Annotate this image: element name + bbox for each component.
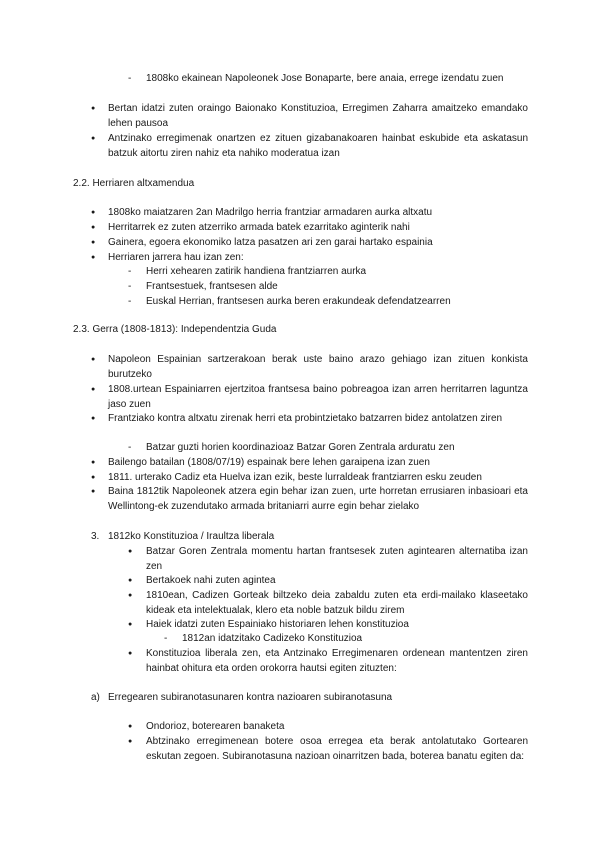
list-item: Bailengo batailan (1808/07/19) espainak bere lehen garaipena izan zuen: [108, 457, 430, 468]
list-item: Abtzinako erregimenean botere osoa erregea eta berak antolatutako Gortearen eskutan zegoen. Subiranotasuna nazioan oinarritzen bada, boterea banatu egiten da:: [146, 736, 528, 762]
list-item: Herriaren jarrera hau izan zen:: [108, 252, 244, 263]
list-item-eskubideak: Antzinako erregimenak onartzen ez zituen gizabanakoaren hainbat eskubide eta askatasun batzuk aitortu ziren nahiz eta nahiko moderatua izan: [108, 133, 528, 159]
sub-list-item: Batzar guzti horien koordinazioaz Batzar Goren Zentrala arduratu zen: [146, 442, 455, 453]
list-item: Napoleon Espainian sartzerakoan berak uste baino arazo gehiago izan zituen konkista burutzeko: [108, 354, 528, 380]
section-heading-2-3: 2.3. Gerra (1808-1813): Independentzia Guda: [73, 324, 277, 335]
dash-marker: -: [164, 633, 168, 644]
bullet-icon: ●: [128, 577, 133, 584]
list-item: Batzar Goren Zentrala momentu hartan frantsesek zuten agintearen alternatiba izan zen: [146, 546, 528, 572]
list-item: Gainera, egoera ekonomiko latza pasatzen ari zen garai hartako espainia: [108, 237, 433, 248]
sub-list-item: Frantsestuek, frantsesen alde: [146, 281, 278, 292]
dash-marker: -: [128, 442, 132, 453]
section-heading-a: Erregearen subiranotasunaren kontra nazioaren subiranotasuna: [108, 692, 393, 703]
list-item: 1811. urterako Cadiz eta Huelva izan ezik, beste lurraldeak frantziarren esku zeuden: [108, 472, 482, 483]
bullet-icon: ●: [128, 592, 133, 599]
bullet-icon: ●: [128, 723, 133, 730]
section-heading-2-2: 2.2. Herriaren altxamendua: [73, 178, 195, 189]
list-item: Frantziako kontra altxatu zirenak herri eta probintzietako batzarren bidez antolatzen ziren: [108, 413, 503, 424]
list-item: Ondorioz, boterearen banaketa: [146, 721, 285, 732]
dash-marker: -: [128, 266, 132, 277]
bullet-icon: ●: [91, 386, 96, 393]
bullet-icon: ●: [128, 738, 133, 745]
section-number: 3.: [91, 531, 100, 542]
list-item: 1808.urtean Espainiarren ejertzitoa frantsesa baino pobreagoa izan arren herritarren laguntza jaso zuen: [108, 384, 528, 410]
bullet-icon: ●: [91, 209, 96, 216]
bullet-icon: ●: [91, 224, 96, 231]
list-item: Baina 1812tik Napoleonek atzera egin behar izan zuen, urte horretan errusiaren inbasioari eta Wellintong-ek zuzendutako armada britaniarri aurre egin behar zielako: [108, 486, 528, 512]
bullet-icon: ●: [128, 548, 133, 555]
bullet-icon: ●: [128, 621, 133, 628]
list-item: Bertakoek nahi zuten agintea: [146, 575, 276, 586]
sub-list-item: 1812an idatzitako Cadizeko Konstituzioa: [182, 633, 363, 644]
dash-marker: -: [128, 296, 132, 307]
bullet-icon: ●: [91, 459, 96, 466]
bullet-icon: ●: [91, 474, 96, 481]
dash-marker: -: [128, 281, 132, 292]
section-heading-3: 1812ko Konstituzioa / Iraultza liberala: [108, 531, 275, 542]
list-item: 1810ean, Cadizen Gorteak biltzeko deia zabaldu zuten eta erdi-mailako klaseetako kideak eta intelektualak, klero eta noble batzuk bildu zirem: [146, 590, 528, 616]
list-item: Haiek idatzi zuten Espainiako historiaren lehen konstituzioa: [146, 619, 409, 630]
bullet-icon: ●: [91, 239, 96, 246]
list-item: 1808ko maiatzaren 2an Madrilgo herria frantziar armadaren aurka altxatu: [108, 207, 433, 218]
bullet-icon: ●: [128, 650, 133, 657]
sub-list-item: Herri xehearen zatirik handiena frantziarren aurka: [146, 266, 367, 277]
bullet-icon: ●: [91, 488, 96, 495]
list-item-baiona-konstituzioa: Bertan idatzi zuten oraingo Baionako Konstituzioa, Erregimen Zaharra amaitzeko emandako lehen pausoa: [108, 103, 528, 129]
section-letter: a): [91, 692, 100, 703]
bullet-icon: ●: [91, 254, 96, 261]
bullet-icon: ●: [91, 135, 96, 142]
list-item: Konstituzioa liberala zen, eta Antzinako Erregimenaren ordenean mantentzen ziren hainbat ohitura eta orden orokorra hautsi egiten zituzten:: [146, 648, 528, 674]
list-item: Herritarrek ez zuten atzerriko armada batek ezarritako aginterik nahi: [108, 222, 410, 233]
bullet-icon: ●: [91, 356, 96, 363]
bullet-icon: ●: [91, 415, 96, 422]
sub-item-1808-napoleon: 1808ko ekainean Napoleonek Jose Bonaparte, bere anaia, errege izendatu zuen: [146, 73, 504, 84]
bullet-icon: ●: [91, 105, 96, 112]
sub-list-item: Euskal Herrian, frantsesen aurka beren erakundeak defendatzearren: [146, 296, 451, 307]
dash-marker: -: [128, 73, 132, 84]
